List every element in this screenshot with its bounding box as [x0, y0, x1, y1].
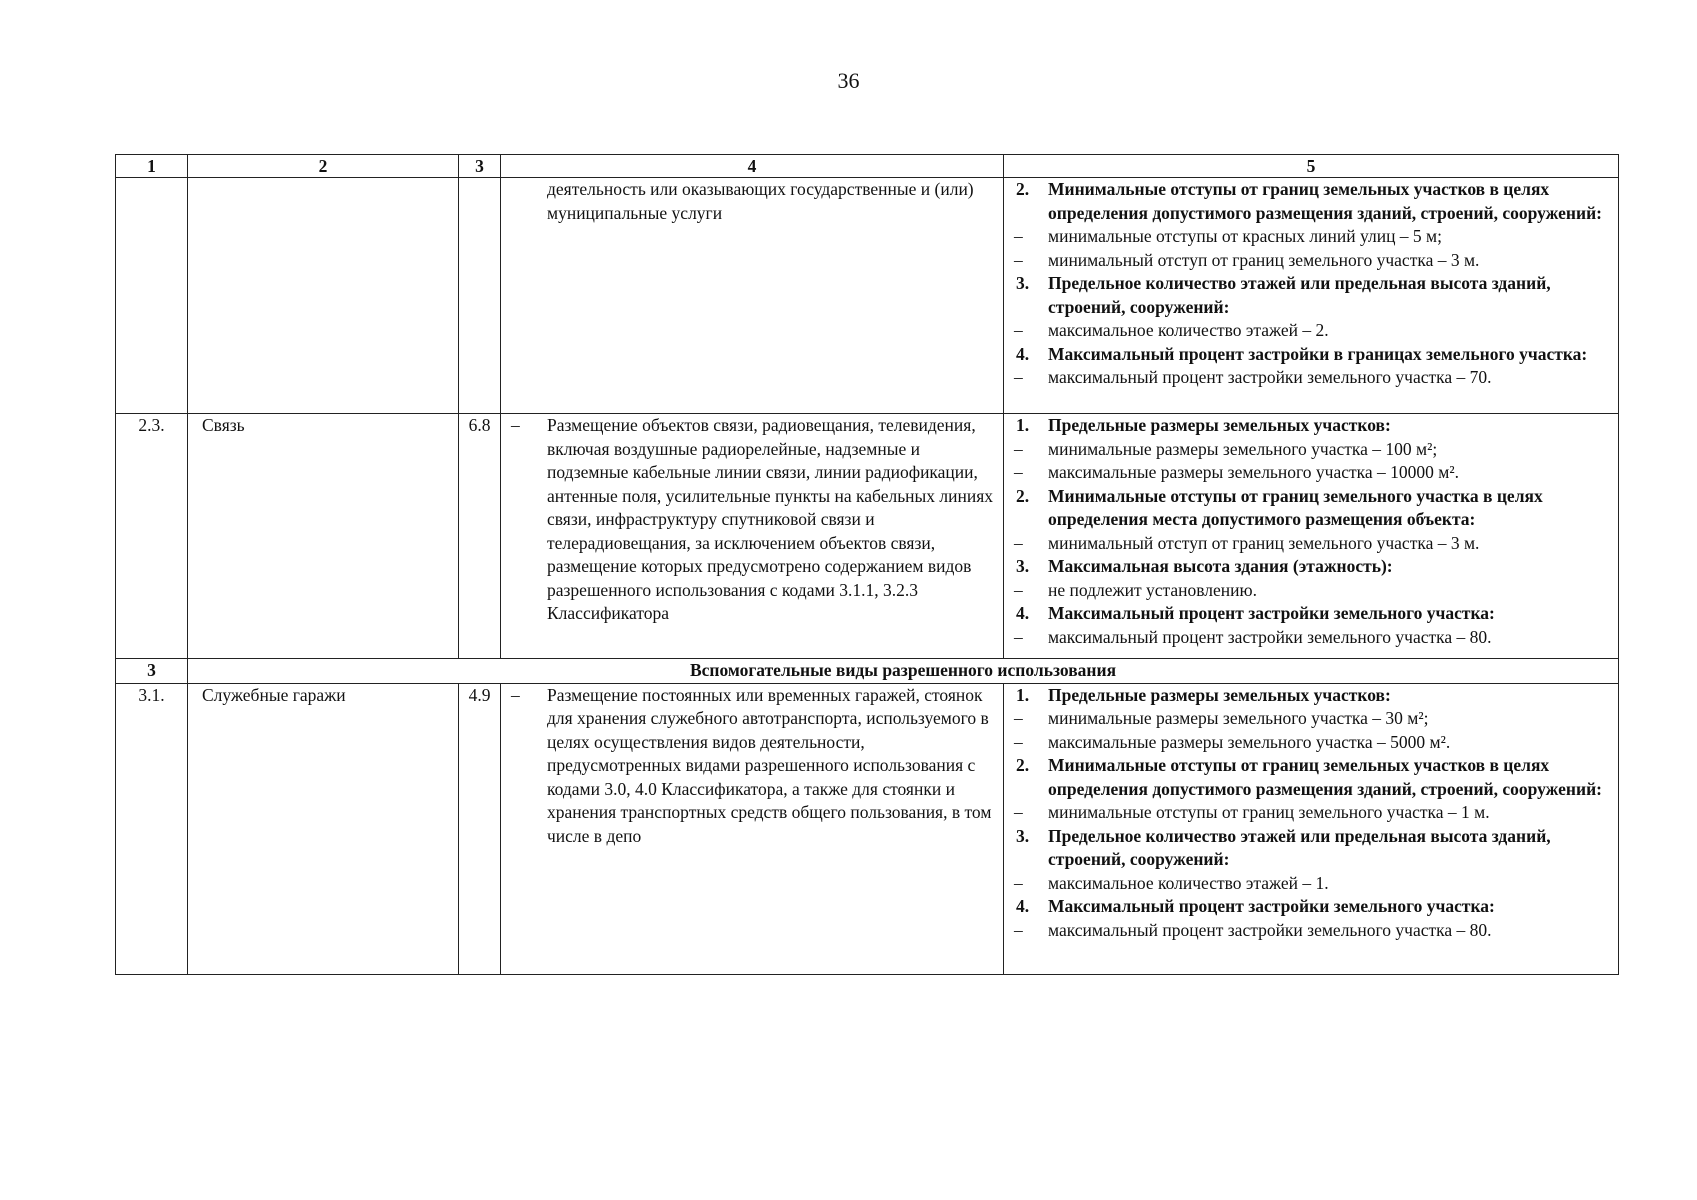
param-number: 4.: [1016, 603, 1030, 623]
dash-marker: –: [1014, 731, 1023, 752]
param-number: 3.: [1016, 273, 1030, 293]
dash-marker: –: [1014, 532, 1023, 553]
param-heading: [1004, 555, 1612, 579]
page-number: 36: [837, 68, 860, 93]
param-heading: [1004, 485, 1612, 532]
section-row: [116, 659, 1619, 684]
param-heading: [1004, 602, 1612, 626]
param-item: [1004, 872, 1612, 896]
param-text: максимальное количество этажей – 2.: [1048, 320, 1329, 340]
dash-marker: –: [1014, 462, 1023, 482]
dash-marker: –: [1014, 872, 1023, 893]
params-list: [1004, 684, 1612, 943]
param-item: [1004, 461, 1612, 485]
param-item: [1004, 626, 1612, 650]
row-num-cell: [116, 178, 188, 414]
param-item: [1004, 919, 1612, 943]
dash-marker: –: [1014, 320, 1023, 340]
param-text: максимальный процент застройки земельного участка – 80.: [1048, 919, 1492, 940]
param-heading: [1004, 895, 1612, 919]
row-params-cell: [1004, 414, 1619, 659]
dash-marker: –: [511, 684, 520, 705]
table-row: [116, 683, 1619, 974]
param-item: [1004, 366, 1612, 390]
param-number: 3.: [1016, 556, 1030, 576]
param-number: 1.: [1016, 415, 1030, 435]
row-params-cell: [1004, 683, 1619, 974]
row-num: 2.3.: [116, 414, 188, 659]
param-text: минимальный отступ от границ земельного участка – 3 м.: [1048, 249, 1480, 270]
dash-marker: –: [1014, 367, 1023, 387]
param-text: минимальные отступы от границ земельного участка – 1 м.: [1048, 802, 1490, 822]
param-heading: [1004, 272, 1612, 319]
row-code: 6.8: [459, 414, 501, 659]
column-header: 5: [1004, 155, 1619, 178]
param-number: 1.: [1016, 684, 1030, 705]
param-text: максимальное количество этажей – 1.: [1048, 872, 1329, 893]
param-item: [1004, 249, 1612, 273]
param-number: 4.: [1016, 896, 1030, 916]
param-item: [1004, 319, 1612, 343]
param-text: Предельное количество этажей или предельная высота зданий, строений, сооружений:: [1048, 825, 1551, 869]
param-heading: [1004, 343, 1612, 367]
row-name: Связь: [188, 414, 459, 659]
param-text: Минимальные отступы от границ земельных участков в целях определения допустимого размещения зданий, строений, сооружений:: [1048, 179, 1602, 223]
param-item: [1004, 731, 1612, 755]
param-item: [1004, 707, 1612, 731]
param-heading: [1004, 414, 1612, 438]
param-text: максимальный процент застройки земельного участка – 70.: [1048, 367, 1492, 387]
dash-marker: –: [1014, 438, 1023, 459]
param-number: 2.: [1016, 755, 1030, 775]
param-text: Предельное количество этажей или предельная высота зданий, строений, сооружений:: [1048, 273, 1551, 317]
dash-marker: –: [1014, 249, 1023, 270]
dash-marker: –: [1014, 708, 1023, 728]
param-number: 2.: [1016, 179, 1030, 199]
row-description-cell: [501, 414, 1004, 659]
param-text: максимальные размеры земельного участка – 5000 м².: [1048, 731, 1451, 752]
column-header: 1: [116, 155, 188, 178]
param-item: [1004, 225, 1612, 249]
param-text: минимальные размеры земельного участка – 100 м²;: [1048, 438, 1438, 459]
dash-marker: –: [1014, 919, 1023, 940]
row-name-cell: [188, 178, 459, 414]
table-row: [116, 414, 1619, 659]
param-text: минимальные размеры земельного участка – 30 м²;: [1048, 708, 1429, 728]
param-number: 4.: [1016, 343, 1030, 364]
param-text: Предельные размеры земельных участков:: [1048, 415, 1391, 435]
regulations-table: [115, 154, 1619, 975]
row-code-cell: [459, 178, 501, 414]
column-header: 2: [188, 155, 459, 178]
param-text: минимальные отступы от красных линий улиц – 5 м;: [1048, 226, 1442, 246]
row-num: 3.1.: [116, 683, 188, 974]
param-text: максимальный процент застройки земельного участка – 80.: [1048, 626, 1492, 647]
param-item: [1004, 579, 1612, 603]
dash-marker: –: [511, 415, 520, 435]
table-header-row: [116, 155, 1619, 178]
row-name: Служебные гаражи: [188, 683, 459, 974]
dash-marker: –: [1014, 626, 1023, 647]
param-text: Предельные размеры земельных участков:: [1048, 684, 1391, 705]
param-text: не подлежит установлению.: [1048, 579, 1257, 600]
param-text: минимальный отступ от границ земельного участка – 3 м.: [1048, 532, 1480, 553]
dash-marker: –: [1014, 579, 1023, 600]
row-description: Размещение постоянных или временных гаражей, стоянок для хранения служебного автотранспорта, используемого в целях осуществления видов деятельности, предусмотренных видами разрешенного использования с кодами 3.0, 4.0 Классификатора, а также для стоянки и хранения транспортных средств общего пользования, в том числе в депо: [547, 684, 992, 846]
params-list: [1004, 414, 1612, 649]
param-text: Минимальные отступы от границ земельного участка в целях определения места допустимого размещения объекта:: [1048, 485, 1543, 529]
param-text: Минимальные отступы от границ земельных участков в целях определения допустимого размещения зданий, строений, сооружений:: [1048, 755, 1602, 799]
param-item: [1004, 438, 1612, 462]
param-item: [1004, 801, 1612, 825]
column-header: 3: [459, 155, 501, 178]
row-description: Размещение объектов связи, радиовещания, телевидения, включая воздушные радиорелейные, надземные и подземные кабельные линии связи, линии радиофикации, антенные поля, усилительные пункты на кабельных линиях связи, инфраструктуру спутниковой связи и телерадиовещания, за исключением объектов связи, размещение которых предусмотрено содержанием видов разрешенного использования с кодами 3.1.1, 3.2.3 Классификатора: [547, 415, 994, 623]
row-description-cell: [501, 683, 1004, 974]
param-heading: [1004, 684, 1612, 708]
param-text: Максимальный процент застройки земельного участка:: [1048, 603, 1495, 623]
section-title: Вспомогательные виды разрешенного использования: [188, 659, 1619, 684]
param-heading: [1004, 825, 1612, 872]
dash-marker: –: [1014, 226, 1023, 246]
dash-marker: –: [1014, 802, 1023, 822]
column-header: 4: [501, 155, 1004, 178]
param-item: [1004, 532, 1612, 556]
param-heading: [1004, 178, 1612, 225]
param-heading: [1004, 754, 1612, 801]
param-text: Максимальный процент застройки земельного участка:: [1048, 896, 1495, 916]
row-description-cell: [501, 178, 1004, 414]
row-code: 4.9: [459, 683, 501, 974]
table-row: [116, 178, 1619, 414]
param-number: 2.: [1016, 485, 1030, 506]
row-description: деятельность или оказывающих государственные и (или) муниципальные услуги: [547, 179, 974, 223]
param-text: Максимальный процент застройки в границах земельного участка:: [1048, 343, 1588, 364]
param-text: Максимальная высота здания (этажность):: [1048, 556, 1393, 576]
section-num: 3: [116, 659, 188, 684]
param-number: 3.: [1016, 825, 1030, 846]
param-text: максимальные размеры земельного участка – 10000 м².: [1048, 462, 1459, 482]
params-list: [1004, 178, 1612, 390]
row-params-cell: [1004, 178, 1619, 414]
